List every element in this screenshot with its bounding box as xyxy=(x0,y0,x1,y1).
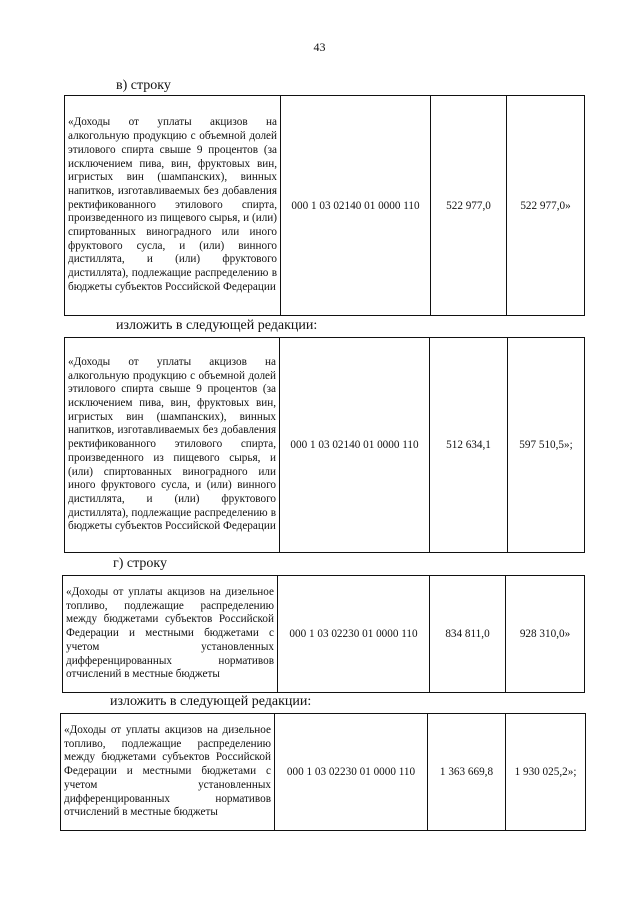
budget-code: 000 1 03 02230 01 0000 110 xyxy=(278,576,430,693)
amount-second: 597 510,5»; xyxy=(508,338,585,553)
amount-first: 512 634,1 xyxy=(430,338,508,553)
budget-code: 000 1 03 02140 01 0000 110 xyxy=(281,96,431,316)
amount-first: 522 977,0 xyxy=(431,96,507,316)
amount-first: 1 363 669,8 xyxy=(428,714,506,831)
income-description: «Доходы от уплаты акцизов на алкогольную продукцию с объемной долей этилового спирта свыше 9 процентов (за исключением пива, вин, фруктовых вин, игристых вин (шампанских), винных напитков, изготавливаемых без добавления ректификованного этилового спирта, произведенного из пищевого сырья, и (или) спиртованных виноградного или иного фруктового сусла, и (или) винного дистиллята, и (или) фруктового дистиллята), подлежащие распределению в бюджеты субъектов Российской Федерации xyxy=(65,338,280,553)
section-heading: в) строку xyxy=(116,78,171,93)
section-heading: изложить в следующей редакции: xyxy=(116,318,318,333)
budget-code: 000 1 03 02230 01 0000 110 xyxy=(275,714,428,831)
amount-first: 834 811,0 xyxy=(430,576,506,693)
amount-second: 1 930 025,2»; xyxy=(506,714,586,831)
amount-second: 522 977,0» xyxy=(507,96,585,316)
budget-table xyxy=(64,337,585,553)
table-row xyxy=(65,338,585,553)
income-description: «Доходы от уплаты акцизов на дизельное топливо, подлежащие распределению между бюджетами субъектов Российской Федерации и местными бюджетами с учетом установленных дифференцированных нормативов отчислений в местные бюджеты xyxy=(63,576,278,693)
section-heading: изложить в следующей редакции: xyxy=(110,694,312,709)
income-description: «Доходы от уплаты акцизов на дизельное топливо, подлежащие распределению между бюджетами субъектов Российской Федерации и местными бюджетами с учетом установленных дифференцированных нормативов отчислений в местные бюджеты xyxy=(61,714,275,831)
income-description: «Доходы от уплаты акцизов на алкогольную продукцию с объемной долей этилового спирта свыше 9 процентов (за исключением пива, вин, фруктовых вин, игристых вин (шампанских), винных напитков, изготавливаемых без добавления ректификованного этилового спирта, произведенного из пищевого сырья, и (или) спиртованных виноградного или иного фруктового сусла, и (или) винного дистиллята, и (или) фруктового дистиллята), подлежащие распределению в бюджеты субъектов Российской Федерации xyxy=(65,96,281,316)
table-row xyxy=(63,576,585,693)
budget-code: 000 1 03 02140 01 0000 110 xyxy=(280,338,430,553)
table-row xyxy=(65,96,585,316)
budget-table xyxy=(60,713,586,831)
amount-second: 928 310,0» xyxy=(506,576,585,693)
page-number: 43 xyxy=(313,40,326,54)
table-row xyxy=(61,714,586,831)
section-heading: г) строку xyxy=(113,556,168,571)
budget-table xyxy=(64,95,585,316)
budget-table xyxy=(62,575,585,693)
